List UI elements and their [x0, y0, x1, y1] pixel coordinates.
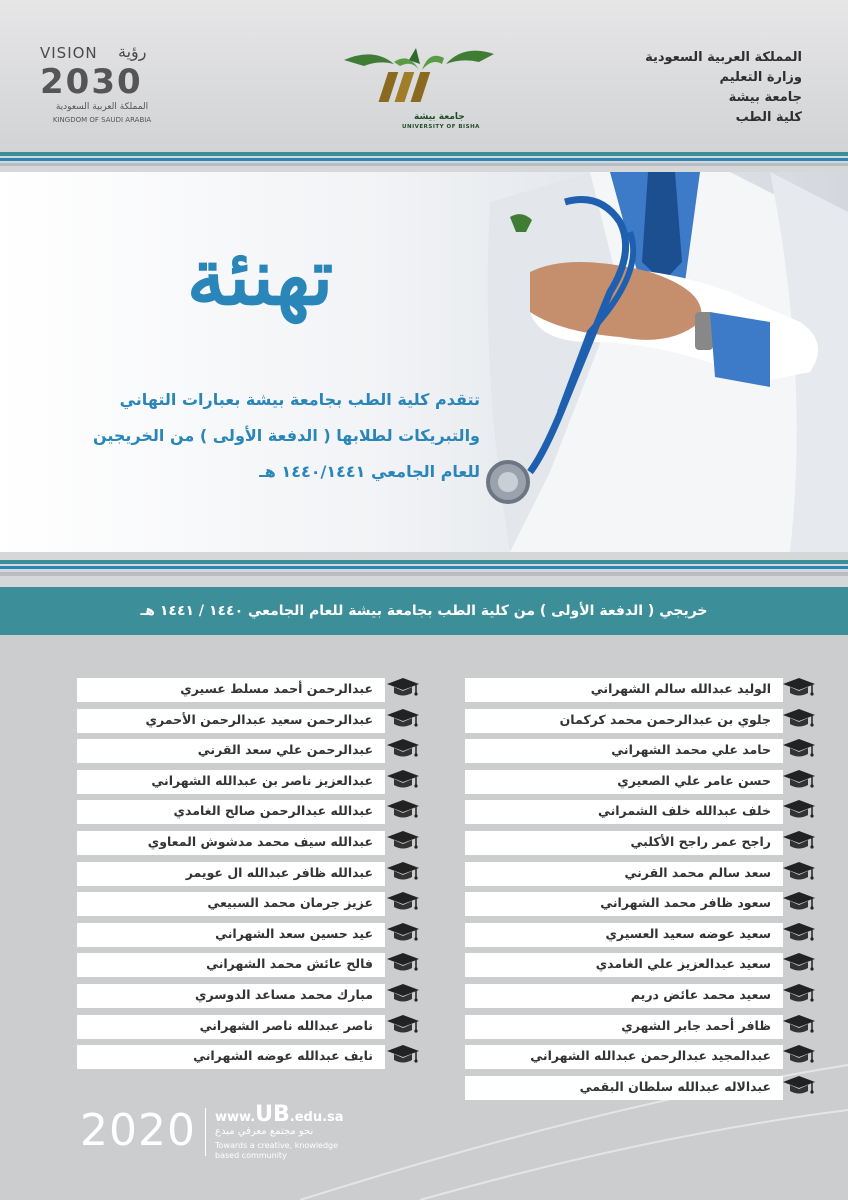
graduation-cap-icon: [782, 1013, 816, 1035]
graduation-cap-icon: [386, 737, 420, 759]
graduation-cap-icon: [386, 951, 420, 973]
graduate-name: عبدالله سيف محمد مدشوش المعاوي: [147, 834, 373, 849]
doctor-illustration-icon: [470, 172, 848, 552]
graduate-name: عيد حسين سعد الشهراني: [215, 925, 373, 941]
graduate-name-row: [77, 862, 385, 886]
hero-line-1: تتقدم كلية الطب بجامعة بيشة بعبارات التهاني: [119, 390, 480, 409]
graduate-name: حسن عامر علي الصعيري: [617, 772, 771, 788]
graduate-name: عبدالرحمن سعيد عبدالرحمن الأحمري: [145, 711, 373, 727]
hero-stripe-gray: [0, 572, 848, 576]
graduate-name-row: [465, 770, 783, 794]
graduate-name: عبدالله ظافر عبدالله ال عويمر: [185, 864, 373, 880]
graduate-name: عبدالمجيد عبدالرحمن عبدالله الشهراني: [530, 1048, 771, 1064]
web-suffix: .edu.sa: [289, 1110, 344, 1125]
graduation-cap-icon: [386, 1043, 420, 1065]
graduate-name: مبارك محمد مساعد الدوسري: [195, 987, 373, 1002]
graduate-name-row: [77, 678, 385, 702]
graduate-name: عبدالرحمن أحمد مسلط عسيري: [180, 681, 373, 696]
graduate-name: عبدالاله عبدالله سلطان البقمي: [579, 1078, 771, 1094]
university-name-en: UNIVERSITY OF BISHA: [402, 124, 480, 130]
graduate-name-row: [465, 709, 783, 733]
college-label: كلية الطب: [735, 110, 802, 125]
vision-year: 2030: [40, 62, 143, 102]
graduate-name-row: [77, 1015, 385, 1039]
graduate-name: عبدالله عبدالرحمن صالح الغامدي: [173, 803, 373, 819]
graduate-name-row: [77, 709, 385, 733]
hero-line-3: للعام الجامعي ١٤٤٠/١٤٤١ هـ: [259, 462, 480, 481]
graduate-name: فالح عائش محمد الشهراني: [206, 956, 373, 972]
graduate-name-row: [465, 923, 783, 947]
vision-2030-logo: [40, 44, 180, 129]
graduation-cap-icon: [386, 707, 420, 729]
hero-stripe-blue: [0, 566, 848, 569]
graduation-cap-icon: [386, 982, 420, 1004]
footer-divider: [205, 1108, 206, 1156]
ministry-label: وزارة التعليم: [719, 70, 802, 85]
graduate-name-row: [77, 770, 385, 794]
graduation-cap-icon: [782, 921, 816, 943]
graduation-cap-icon: [782, 1043, 816, 1065]
graduate-name-row: [77, 923, 385, 947]
graduation-cap-icon: [386, 890, 420, 912]
graduate-name-row: [465, 1045, 783, 1069]
web-prefix: www.: [215, 1110, 256, 1125]
vision-label-en: VISION: [40, 44, 98, 62]
university-label: جامعة بيشة: [728, 90, 802, 105]
graduate-name: عبدالرحمن علي سعد القرني: [197, 742, 373, 758]
graduate-name-row: [465, 678, 783, 702]
graduation-cap-icon: [782, 737, 816, 759]
graduate-name-row: [465, 739, 783, 763]
graduate-name-row: [465, 862, 783, 886]
vision-kingdom-ar: المملكة العربية السعودية: [55, 102, 149, 112]
hero-line-2: والتبريكات لطلابها ( الدفعة الأولى ) من الخريجين: [92, 426, 480, 445]
header: [0, 0, 848, 152]
graduate-name-row: [77, 739, 385, 763]
header-stripe-gray: [0, 163, 848, 166]
graduation-cap-icon: [782, 1074, 816, 1096]
graduation-cap-icon: [782, 829, 816, 851]
vision-kingdom-en: KINGDOM OF SAUDI ARABIA: [52, 116, 152, 124]
graduate-name-row: [465, 953, 783, 977]
graduate-name: سعود ظافر محمد الشهراني: [600, 895, 771, 911]
graduation-cap-icon: [782, 890, 816, 912]
graduation-cap-icon: [782, 982, 816, 1004]
graduate-name-row: [465, 831, 783, 855]
footer-year: 2020: [80, 1105, 196, 1156]
graduate-name: حامد علي محمد الشهراني: [611, 742, 771, 758]
institution-lines: [645, 48, 802, 128]
graduation-cap-icon: [386, 1013, 420, 1035]
footer-slogan-en: Towards a creative, knowledge based community: [215, 1141, 339, 1160]
graduate-name: عبدالعزيز ناصر بن عبدالله الشهراني: [151, 772, 373, 788]
graduation-cap-icon: [782, 676, 816, 698]
graduate-name: خلف عبدالله خلف الشمراني: [597, 803, 771, 819]
graduation-cap-icon: [386, 860, 420, 882]
university-logo: [334, 42, 504, 132]
graduate-name-row: [465, 800, 783, 824]
graduates-title-bar: [0, 587, 848, 635]
graduate-name: سعد سالم محمد القرني: [624, 864, 771, 880]
hero-message: [92, 382, 480, 490]
graduate-name-row: [77, 800, 385, 824]
graduate-name: سعيد عوضه سعيد العسيري: [605, 925, 771, 941]
graduate-name-row: [77, 831, 385, 855]
web-brand: UB: [255, 1102, 290, 1127]
university-logo-icon: [334, 42, 504, 112]
hero-title: تهنئة: [186, 232, 334, 323]
graduates-title: خريجي ( الدفعة الأولى ) من كلية الطب بجامعة بيشة للعام الجامعي ١٤٤٠ / ١٤٤١ هـ: [140, 603, 708, 619]
graduate-name-row: [465, 984, 783, 1008]
graduation-cap-icon: [782, 798, 816, 820]
graduate-name-row: [77, 953, 385, 977]
graduation-cap-icon: [386, 768, 420, 790]
footer-website[interactable]: [215, 1102, 344, 1127]
vision-label-ar: رؤية: [118, 42, 147, 61]
graduate-name-row: [465, 1015, 783, 1039]
graduate-name-row: [465, 892, 783, 916]
graduate-name: نايف عبدالله عوضه الشهراني: [193, 1048, 373, 1064]
graduate-name: الوليد عبدالله سالم الشهراني: [590, 681, 771, 696]
graduate-name: جلوي بن عبدالرحمن محمد كركمان: [559, 711, 771, 727]
graduation-cap-icon: [782, 860, 816, 882]
footer-slogan-ar: نحو مجتمع معرفي مبدع: [215, 1126, 314, 1137]
graduation-cap-icon: [782, 951, 816, 973]
graduate-name: راجح عمر راجح الأكلبي: [630, 834, 771, 849]
graduation-cap-icon: [386, 829, 420, 851]
graduate-name-row: [77, 892, 385, 916]
graduation-cap-icon: [782, 707, 816, 729]
hero-banner: [0, 172, 848, 552]
header-stripe-blue: [0, 158, 848, 161]
graduation-cap-icon: [386, 921, 420, 943]
graduate-name: سعيد عبدالعزيز علي الغامدي: [595, 956, 771, 972]
university-name-ar: جامعة بيشة: [414, 112, 465, 122]
header-stripe-teal: [0, 152, 848, 156]
graduate-name-row: [77, 1045, 385, 1069]
graduate-name-row: [77, 984, 385, 1008]
graduate-name: عزيز جرمان محمد السبيعي: [207, 895, 373, 911]
graduate-name-row: [465, 1076, 783, 1100]
graduate-name: سعيد محمد عائض دريم: [630, 987, 771, 1002]
graduate-name: ظافر أحمد جابر الشهري: [621, 1017, 771, 1033]
graduation-cap-icon: [782, 768, 816, 790]
kingdom-label: المملكة العربية السعودية: [645, 50, 802, 65]
graduation-cap-icon: [386, 798, 420, 820]
graduate-name: ناصر عبدالله ناصر الشهراني: [199, 1017, 373, 1033]
graduation-cap-icon: [386, 676, 420, 698]
hero-stripe-teal: [0, 560, 848, 564]
